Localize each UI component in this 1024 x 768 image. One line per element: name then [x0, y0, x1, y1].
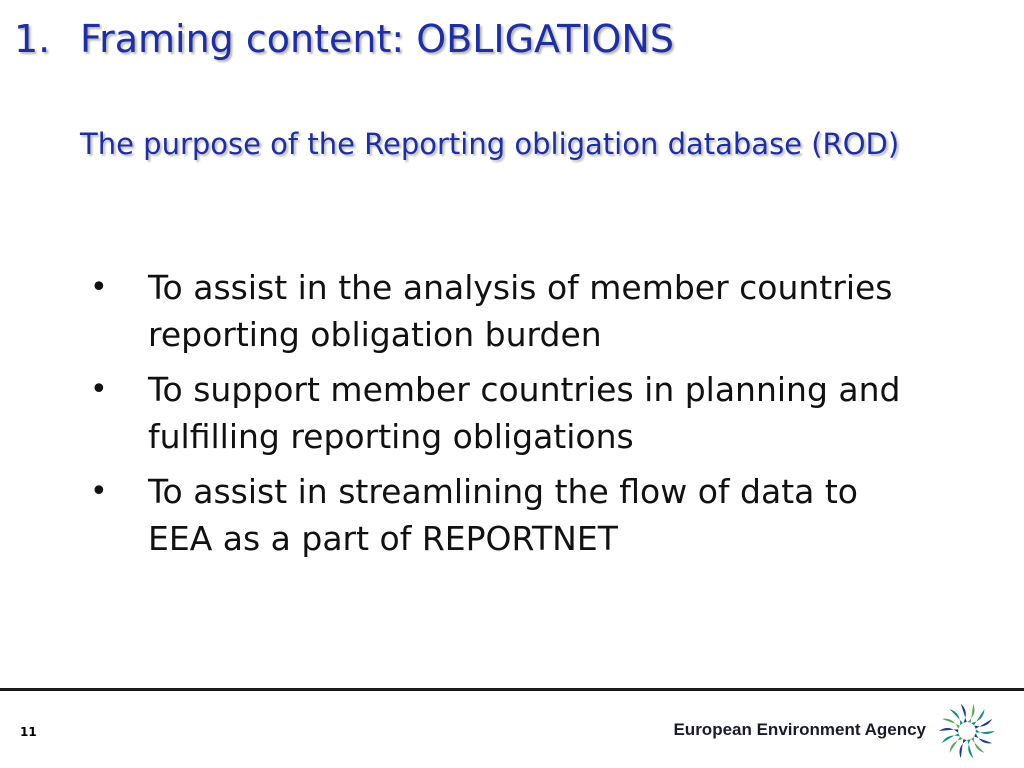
logo-ray: [974, 733, 992, 743]
bullet-icon: •: [90, 270, 108, 305]
logo-ray: [942, 733, 960, 743]
bullet-icon: •: [90, 372, 108, 407]
logo-ray: [974, 719, 992, 729]
logo-ray: [942, 719, 960, 729]
bullet-item: [88, 468, 928, 562]
bullet-item: [88, 366, 928, 460]
slide-subtitle: The purpose of the Reporting obligation database (ROD): [80, 127, 900, 161]
agency-name: European Environment Agency: [673, 720, 926, 739]
page-number: 11: [20, 725, 37, 739]
logo-ray: [959, 739, 966, 758]
bullet-item: [88, 264, 928, 358]
title-number: 1.: [14, 17, 51, 61]
slide-title: [14, 14, 674, 64]
logo-ray: [939, 728, 958, 733]
bullet-text: To assist in the analysis of member countries reporting obligation burden: [148, 268, 893, 354]
logo-ray: [976, 729, 995, 734]
logo-ray: [950, 709, 963, 725]
bullet-text: To assist in streamlining the flow of data to EEA as a part of REPORTNET: [148, 472, 858, 558]
logo-center: [960, 724, 974, 738]
title-text: Framing content: OBLIGATIONS: [80, 17, 674, 61]
logo-ray: [967, 704, 974, 723]
logo-ray: [961, 704, 967, 723]
bullet-text: To support member countries in planning and fulfilling reporting obligations: [148, 370, 901, 456]
bullet-icon: •: [90, 474, 108, 509]
eea-sunburst-logo-icon: [934, 700, 1000, 762]
footer-divider: [0, 688, 1024, 691]
logo-ray: [967, 739, 973, 758]
logo-ray: [971, 737, 984, 753]
bullet-list: [88, 264, 928, 570]
